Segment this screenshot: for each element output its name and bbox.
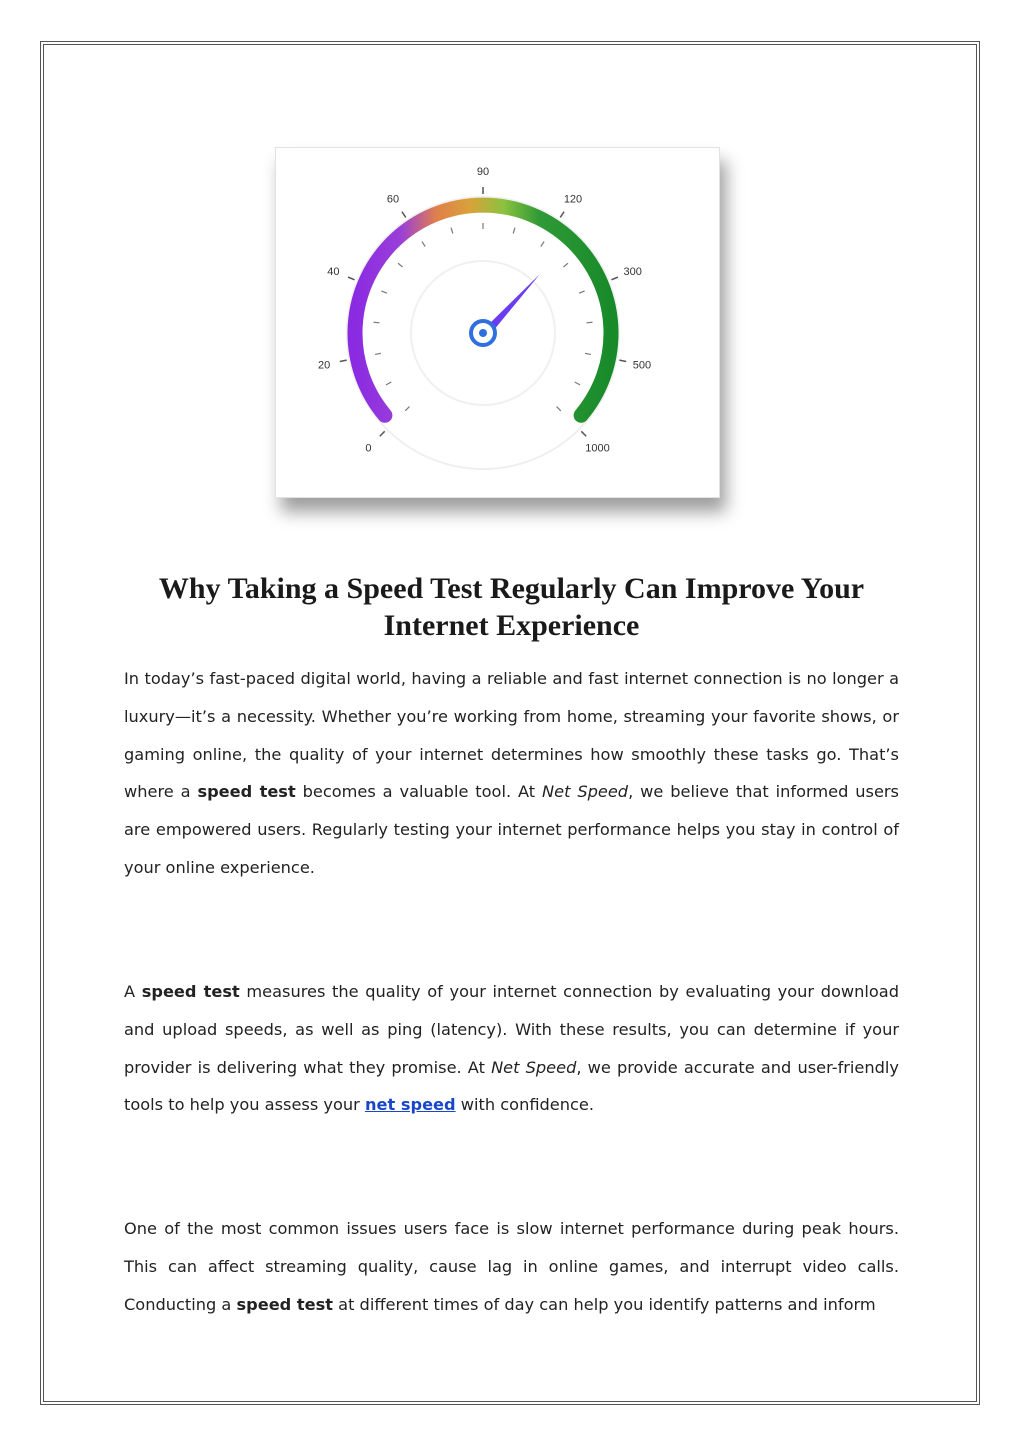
gauge-ticks <box>340 187 626 436</box>
gauge-minor-tick <box>579 291 585 293</box>
gauge-major-tick <box>402 212 406 218</box>
gauge-tick-label: 120 <box>563 193 583 206</box>
bold-speed-test: speed test <box>236 1294 333 1314</box>
gauge-minor-tick <box>398 263 403 267</box>
gauge-major-tick <box>560 212 564 218</box>
article-title: Why Taking a Speed Test Regularly Can Improve Your Internet Experience <box>158 572 865 642</box>
paragraph-intro <box>124 660 899 887</box>
gauge-major-tick <box>340 360 347 361</box>
text-run: , we believe that informed users are empowered users. Regularly testing your internet performance helps you stay in control of your online experience. <box>124 782 899 877</box>
gauge-major-tick <box>348 277 354 280</box>
italic-net-speed: Net Speed <box>491 1057 577 1077</box>
gauge-minor-tick <box>541 242 544 247</box>
gauge-minor-tick <box>513 228 515 234</box>
gauge-major-tick <box>380 431 385 436</box>
gauge-tick-label: 60 <box>386 193 400 206</box>
text-run: One of the most common issues users face is slow internet performance during peak hours. This can affect streaming quality, cause lag in online games, and interrupt video calls. Conducting a <box>124 1219 899 1314</box>
gauge-hub-dot <box>479 329 487 337</box>
gauge-tick-label: 90 <box>476 166 490 178</box>
gauge-minor-tick <box>375 353 381 354</box>
speedometer-gauge <box>276 148 719 497</box>
gauge-minor-tick <box>381 291 387 293</box>
gauge-minor-tick <box>374 322 380 323</box>
gauge-minor-tick <box>405 407 409 411</box>
text-run: A <box>124 982 142 1001</box>
italic-net-speed: Net Speed <box>542 782 629 802</box>
gauge-tick-label: 500 <box>632 359 652 372</box>
gauge-major-tick <box>619 360 626 361</box>
gauge-major-tick <box>611 277 617 280</box>
paragraph-what-is-speed-test <box>124 973 899 1124</box>
gauge-tick-label: 300 <box>623 266 642 279</box>
bold-speed-test: speed test <box>197 782 296 802</box>
text-run: becomes a valuable tool. At <box>295 782 543 802</box>
gauge-minor-tick <box>575 382 580 385</box>
bold-speed-test: speed test <box>141 982 240 1001</box>
gauge-tick-label: 40 <box>327 266 340 279</box>
gauge-minor-tick <box>585 353 591 354</box>
gauge-tick-label: 1000 <box>585 442 610 455</box>
gauge-arc <box>355 205 611 415</box>
text-run: In today’s fast-paced digital world, having a reliable and fast internet connection is no longer a luxury—it’s a necessity. Whether you’re working from home, streaming your favorite shows, or gaming online, the quality of your internet determines how smoothly these tasks go. That’s where a <box>124 669 899 802</box>
text-run: at different times of day can help you identify patterns and inform <box>333 1294 876 1314</box>
gauge-minor-tick <box>557 407 561 411</box>
gauge-minor-tick <box>422 242 425 247</box>
gauge-minor-tick <box>451 228 453 234</box>
gauge-minor-tick <box>386 382 391 385</box>
gauge-tick-label: 20 <box>317 359 331 372</box>
text-run: , we provide accurate and user-friendly tools to help you assess your <box>124 1057 899 1115</box>
speedometer-image <box>275 147 720 498</box>
text-run: measures the quality of your internet connection by evaluating your download and upload speeds, as well as ping (latency). With these results, you can determine if your provider is delivering what they promise. At <box>124 982 899 1077</box>
net-speed-link[interactable]: net speed <box>364 1095 456 1115</box>
gauge-major-tick <box>581 431 586 436</box>
gauge-minor-tick <box>586 322 592 323</box>
text-run: with confidence. <box>455 1095 595 1115</box>
gauge-tick-label: 0 <box>365 442 372 455</box>
gauge-minor-tick <box>563 263 568 267</box>
paragraph-peak-hours <box>124 1210 899 1323</box>
